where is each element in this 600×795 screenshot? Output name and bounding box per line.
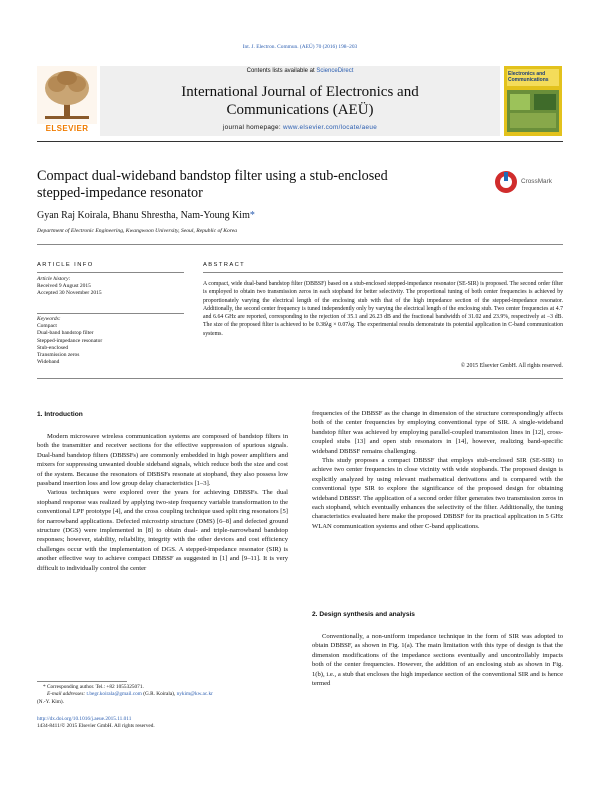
journal-cover-thumbnail[interactable]	[504, 66, 562, 136]
footnote-rule	[37, 681, 127, 682]
paragraph: frequencies of the DBBSF as the change in dimension of the structure correspondingly affects both of the center frequencies by employing conventional type of SIR. A single-wideband bandstop filter was achieved by employing parallel-coupled transmission lines in [12], cross-coupled stubs [13] and open stub resonators in [14], however, realizing band-specific wideband DBBSF remains challenging.	[312, 410, 563, 455]
affiliation: Department of Electronic Engineering, Kwangwoon University, Seoul, Republic of Korea	[37, 228, 237, 234]
paper-title-line1: Compact dual-wideband bandstop filter using a stub-enclosed	[37, 168, 388, 184]
footnote	[37, 684, 288, 706]
abstract-heading: ABSTRACT	[203, 262, 246, 268]
paper-title-line2: stepped-impedance resonator	[37, 185, 203, 201]
crossmark-icon	[494, 170, 518, 194]
abstract-rule	[203, 272, 563, 273]
article-history	[37, 276, 187, 298]
homepage-prefix: journal homepage:	[222, 124, 284, 131]
keyword: Stepped-impedance resonator	[37, 337, 103, 344]
email-name-1: (G.R. Koirala),	[141, 691, 177, 698]
accepted-date: Accepted 30 November 2015	[37, 290, 102, 297]
citation-line[interactable]: Int. J. Electron. Commun. (AEÜ) 70 (2016) 198–203	[242, 44, 358, 50]
doi-block	[37, 716, 288, 731]
email-name-2: (N.-Y. Kim).	[37, 698, 64, 705]
body-column-right	[312, 409, 563, 531]
cover-title	[508, 71, 558, 83]
paragraph: Modern microwave wireless communication systems are composed of bandstop filters in both the transmitter and receiver sections for the effective suppression of spurious signals. Dual-band bandstop filters (DBBSFs) are commonly embedded in high power amplifiers and mixers for suppressing unwanted double sideband signals, which reduce both the size and cost of the system. Because the resonators of DBBSFs resonate at stopband, they also possess low passband insertion loss and low group delay characteristics [1–3].	[37, 433, 288, 488]
section-heading-introduction: 1. Introduction	[37, 411, 83, 418]
journal-homepage-line	[100, 124, 500, 131]
body-column-left	[37, 432, 288, 573]
elsevier-wordmark: ELSEVIER	[45, 124, 89, 133]
keyword: Wideband	[37, 359, 60, 366]
crossmark-label: CrossMark	[521, 178, 552, 185]
journal-title-line2: Communications (AEÜ)	[226, 102, 374, 118]
corresponding-mark[interactable]: *	[249, 210, 255, 221]
article-info-heading: ARTICLE INFO	[37, 262, 94, 268]
received-date: Received 9 August 2015	[37, 283, 91, 290]
elsevier-tree-logo	[37, 66, 97, 132]
article-info-rule	[37, 272, 184, 273]
title-divider	[37, 244, 563, 245]
paragraph: Conventionally, a non-uniform impedance technique in the form of SIR was adopted to obtain DBBSF, as shown in Fig. 1(a). The main limitation with this type of design is that the dimension modifications of the impedance sections eventually and uncontrollably impacts both of the center frequencies. However, the addition of an enclosing stub as shown in Fig. 1(b), i.e., a stub that encloses the high impedance section of the conventional SIR and is hence termed	[312, 633, 563, 688]
journal-title-line1: International Journal of Electronics and	[181, 84, 419, 100]
contents-prefix: Contents lists available at	[246, 68, 317, 74]
abstract-text: A compact, wide dual-band bandstop filter (DBBSF) based on a stub-enclosed stepped-impedance resonator (SE-SIR) is proposed. The second order filter is employed to obtain two transmission zeros in each stopband for better selectivity. The proportional tuning of both center frequencies is achieved by proportionately varying the electrical length of the enclosing stub with that of the high impedance section of the stepped-impedance resonator. Additionally, the second center frequency is tuned independently only by varying the electrical length of the enclosing stub. Two center frequencies at 4.7 and 6.64 GHz are reported, corresponding to the rejection of 35.1 and 26.23 dB and the fractional bandwidth of 31.02 and 23.9%, respectively at −3 dB. The size of the proposed filter is achieved to be 0.38λg × 0.07λg. The experimental results demonstrate its potential application in C-band communication systems.	[203, 281, 563, 337]
issn-line: 1434-8411/© 2015 Elsevier GmbH. All rights reserved.	[37, 723, 155, 730]
paper-title	[37, 168, 477, 202]
corresponding-author-note: * Corresponding author. Tel.: +82 1055325071.	[43, 684, 144, 690]
history-label: Article history:	[37, 276, 71, 282]
keyword: Compact	[37, 323, 57, 330]
email-link-2[interactable]: nykim@kw.ac.kr	[176, 691, 213, 698]
keyword: Stub-enclosed	[37, 344, 69, 351]
cover-title-line1: Electronics and	[508, 71, 546, 77]
keywords-block	[37, 316, 187, 366]
abstract-divider	[37, 378, 563, 379]
authors-names: Gyan Raj Koirala, Bhanu Shrestha, Nam-Young Kim	[37, 210, 250, 221]
cover-title-line2: Communications	[508, 77, 549, 83]
homepage-link[interactable]: www.elsevier.com/locate/aeue	[283, 124, 378, 131]
keywords-label: Keywords:	[37, 316, 61, 322]
email-line	[37, 691, 288, 698]
email-link-1[interactable]: t.begr.koirala@gmail.com	[86, 691, 142, 698]
header-divider	[37, 141, 563, 142]
paragraph: Various techniques were explored over the years for achieving DBBSFs. The dual stopband response was realized by applying two-step frequency variable transformation to the conventional LPF prototype [4], and the cross coupling technique used split ring resonators [5] for narrowband applications. Defected microstrip structure (DMS) [6–8] and defected ground structure (DGS) were implemented in [8] to obtain dual- and triple-narrowband bandstop responses; however, stability, reliability, integrity with the other devices and cost efficiency challenges occur with the implementation of DGS. A stepped-impedance resonator (SIR) is another effective way to achieve compact DBBSF as suggested in [1] and [9–11]. It is very difficult to individually control the center	[37, 489, 288, 572]
paragraph: This study proposes a compact DBBSF that employs stub-enclosed SIR (SE-SIR) to achieve two center frequencies in close vicinity with wide stopbands. The proposed design is explicitly analyzed by using relevant mathematical derivations and is compared with the conventional type SIR to explore the significance of the proposed design for obtaining wideband DBBSF. The application of a second order filter generates two transmission zeros in each stopband, which eventually enhances the selectivity of the filter. Additionally, the tuning characteristics evaluated here make the proposed DBBSF for its practical application in 5 GHz WLAN communication systems and other C-band applications.	[312, 457, 563, 530]
contents-available-line	[100, 68, 500, 74]
doi-link[interactable]: http://dx.doi.org/10.1016/j.aeue.2015.11.011	[37, 716, 132, 722]
journal-title	[100, 83, 500, 119]
sciencedirect-link[interactable]: ScienceDirect	[316, 68, 354, 74]
section-heading-design: 2. Design synthesis and analysis	[312, 611, 415, 618]
author-list	[37, 210, 557, 221]
keyword: Dual-band bandstop filter	[37, 330, 94, 337]
email-label: E-mail addresses:	[47, 691, 87, 698]
abstract-copyright: © 2015 Elsevier GmbH. All rights reserved.	[460, 363, 563, 369]
keywords-rule	[37, 313, 184, 314]
crossmark-badge[interactable]	[494, 170, 564, 194]
body-column-right-section2	[312, 632, 563, 688]
keyword: Transmission zeros	[37, 352, 80, 359]
